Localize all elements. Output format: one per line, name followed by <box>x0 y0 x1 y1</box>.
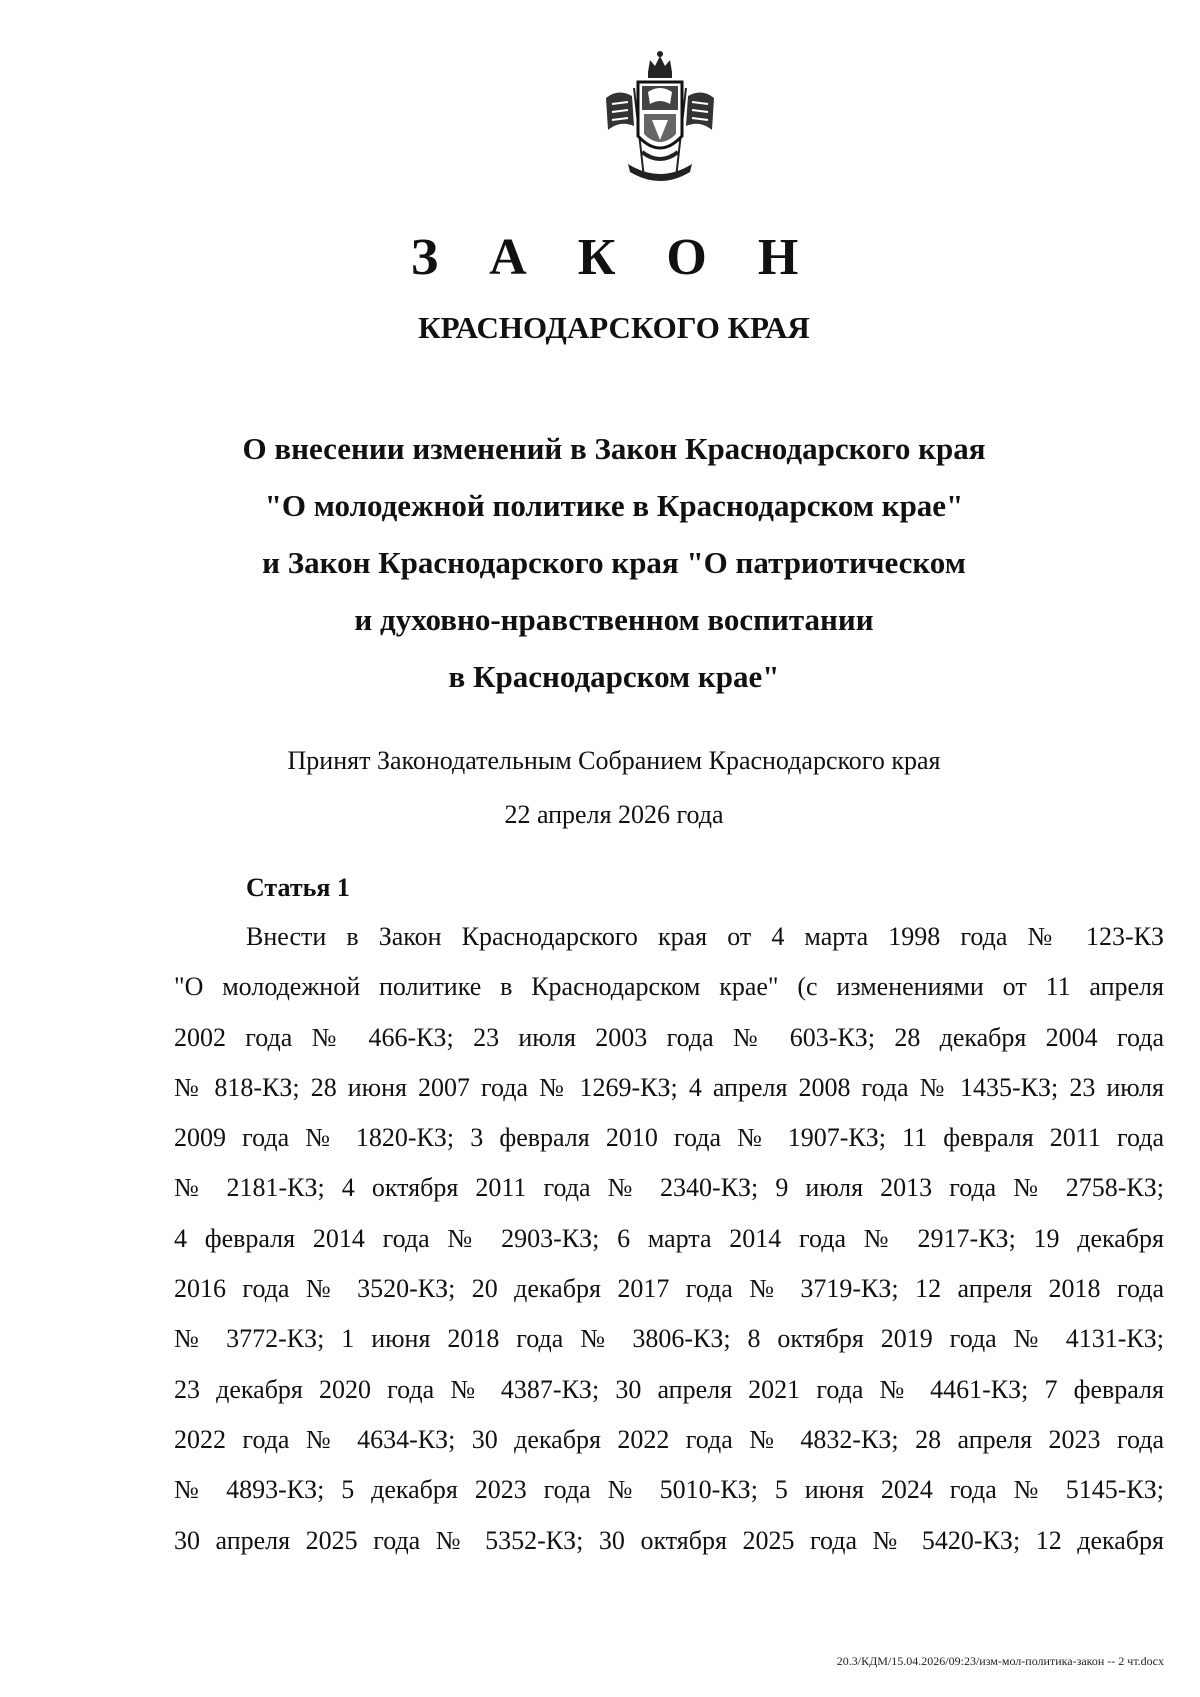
law-title-line: в Краснодарском крае" <box>448 659 780 694</box>
body-line: 2022 года № 4634-КЗ; 30 декабря 2022 года № 4832-КЗ; 28 апреля 2023 года <box>174 1424 1164 1454</box>
document-subtitle: КРАСНОДАРСКОГО КРАЯ <box>418 310 810 345</box>
article-body <box>174 912 1164 1566</box>
adoption-note <box>0 734 1200 842</box>
body-line: № 4893-КЗ; 5 декабря 2023 года № 5010-КЗ; 5 июня 2024 года № 5145-КЗ; <box>174 1475 1164 1505</box>
body-line: 30 апреля 2025 года № 5352-КЗ; 30 октября 2025 года № 5420-КЗ; 12 декабря <box>174 1525 1164 1555</box>
body-line: № 818-КЗ; 28 июня 2007 года № 1269-КЗ; 4 апреля 2008 года № 1435-КЗ; 23 июля <box>174 1072 1164 1102</box>
coat-of-arms-icon <box>598 48 722 188</box>
body-line: № 3772-КЗ; 1 июня 2018 года № 3806-КЗ; 8 октября 2019 года № 4131-КЗ; <box>174 1324 1164 1354</box>
body-line: 4 февраля 2014 года № 2903-КЗ; 6 марта 2014 года № 2917-КЗ; 19 декабря <box>174 1223 1164 1253</box>
adoption-line: Принят Законодательным Собранием Краснодарского края <box>287 746 941 775</box>
document-title: З А К О Н <box>410 229 818 286</box>
body-line: 2002 года № 466-КЗ; 23 июля 2003 года № 603-КЗ; 28 декабря 2004 года <box>174 1022 1164 1052</box>
law-title-line: О внесении изменений в Закон Краснодарского края <box>242 431 986 466</box>
body-line: 2016 года № 3520-КЗ; 20 декабря 2017 года № 3719-КЗ; 12 апреля 2018 года <box>174 1274 1164 1304</box>
law-title <box>0 420 1200 705</box>
file-reference: 20.3/КДМ/15.04.2026/09:23/изм-мол-политика-закон -- 2 чт.docx <box>836 1654 1164 1668</box>
body-line: "О молодежной политике в Краснодарском крае" (с изменениями от 11 апреля <box>174 972 1164 1002</box>
law-title-line: "О молодежной политике в Краснодарском крае" <box>264 488 964 523</box>
law-title-line: и духовно-нравственном воспитании <box>354 602 874 637</box>
article-heading: Статья 1 <box>246 873 350 902</box>
body-line: 2009 года № 1820-КЗ; 3 февраля 2010 года № 1907-КЗ; 11 февраля 2011 года <box>174 1123 1164 1153</box>
adoption-date: 22 апреля 2026 года <box>504 800 724 829</box>
body-line: Внести в Закон Краснодарского края от 4 марта 1998 года № 123-КЗ <box>246 922 1164 951</box>
body-line: 23 декабря 2020 года № 4387-КЗ; 30 апреля 2021 года № 4461-КЗ; 7 февраля <box>174 1374 1164 1404</box>
law-title-line: и Закон Краснодарского края "О патриотическом <box>262 545 966 580</box>
body-line: № 2181-КЗ; 4 октября 2011 года № 2340-КЗ; 9 июля 2013 года № 2758-КЗ; <box>174 1173 1164 1203</box>
